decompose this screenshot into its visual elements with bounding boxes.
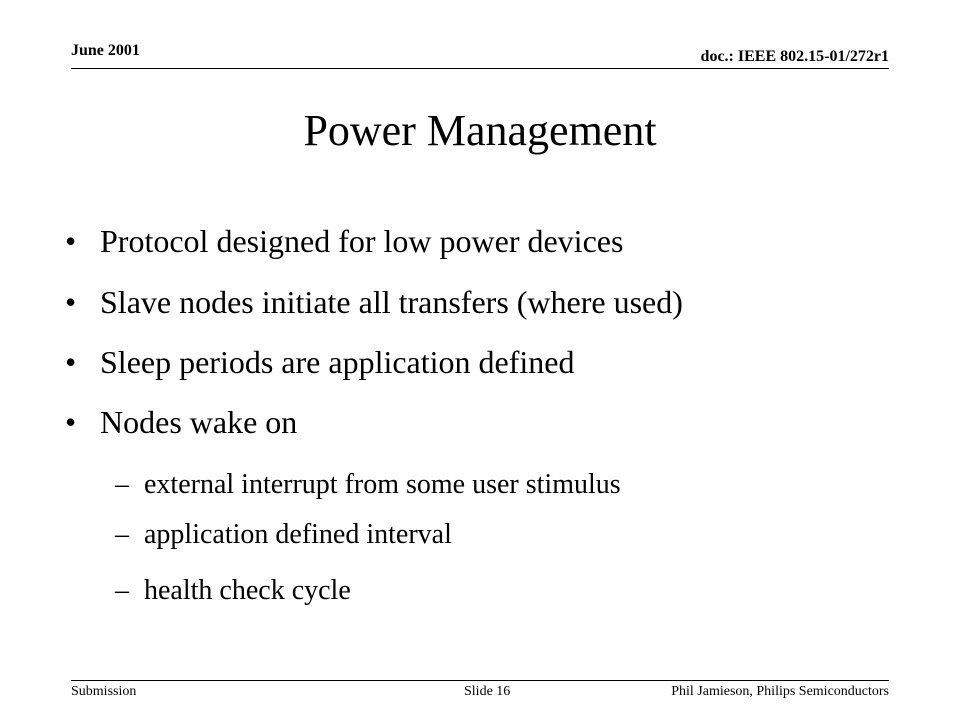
sub-bullet-dash: – (115, 575, 129, 606)
footer-submission: Submission (71, 684, 137, 699)
footer-author: Phil Jamieson, Philips Semiconductors (671, 684, 889, 699)
bullet-text: Sleep periods are application defined (100, 344, 575, 380)
bullet-text: Nodes wake on (100, 404, 298, 440)
bullet-dot: • (65, 284, 77, 320)
header-doc-id: doc.: IEEE 802.15-01/272r1 (700, 48, 889, 65)
footer-divider (71, 680, 889, 681)
footer-slide-number: Slide 16 (464, 684, 511, 699)
bullet-dot: • (65, 223, 77, 259)
bullet-text: Slave nodes initiate all transfers (where used) (100, 284, 683, 320)
bullet-dot: • (65, 404, 77, 440)
sub-bullet-dash: – (115, 519, 129, 550)
header-date: June 2001 (71, 42, 140, 59)
sub-bullet-text: application defined interval (144, 519, 452, 550)
bullet-dot: • (65, 344, 77, 380)
slide-title: Power Management (303, 106, 657, 155)
sub-bullet-text: external interrupt from some user stimulus (144, 469, 621, 500)
bullet-text: Protocol designed for low power devices (100, 223, 624, 259)
sub-bullet-dash: – (115, 469, 129, 500)
sub-bullet-text: health check cycle (144, 575, 351, 606)
